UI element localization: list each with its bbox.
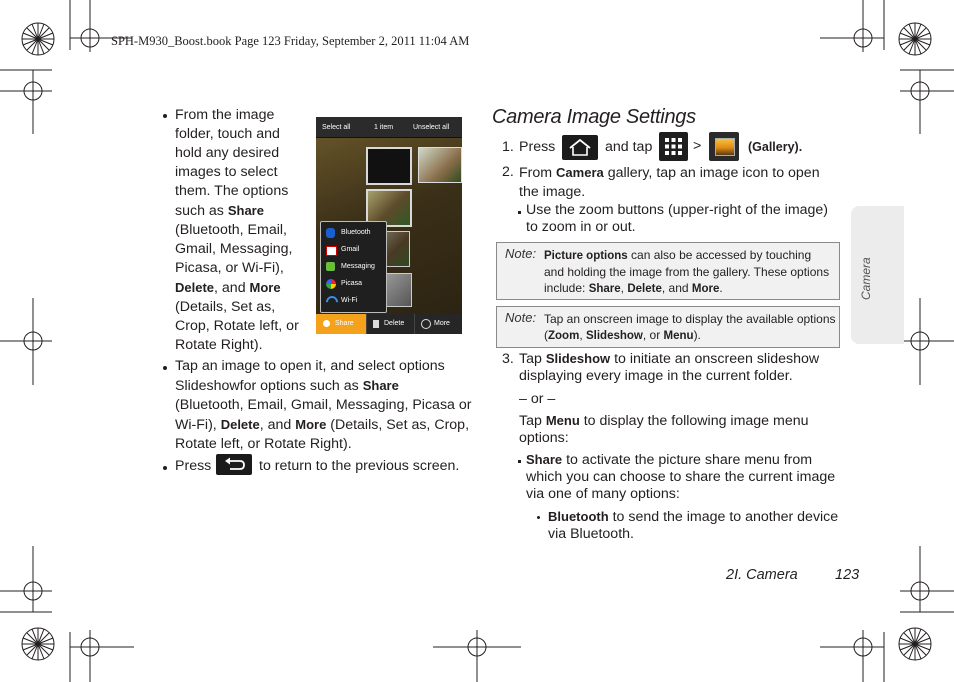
text-line <box>544 247 836 264</box>
step1-gt: > <box>693 138 702 154</box>
trash-icon <box>373 320 379 328</box>
bold-term: Slideshow <box>585 330 643 342</box>
text-line <box>526 451 846 469</box>
home-key-icon <box>562 135 598 160</box>
text-line: (Details, Set as, <box>175 299 276 315</box>
text-span: to activate the picture share menu from <box>562 452 813 468</box>
bold-term: Delete <box>627 283 662 295</box>
text-line: via one of many options: <box>526 486 680 502</box>
text-line: (Bluetooth, Email, <box>175 222 287 238</box>
text-line: From the image <box>175 107 275 123</box>
gallery-label: (Gallery). <box>748 140 803 154</box>
text-line <box>519 350 849 368</box>
thumbnail-photo[interactable] <box>384 273 412 307</box>
bullet <box>537 516 540 519</box>
bullet2-text <box>175 357 475 454</box>
text-span: Wi-Fi), <box>175 417 221 433</box>
text-span: to send the image to another device <box>608 509 839 525</box>
picasa-icon <box>326 279 336 289</box>
bullet <box>163 466 167 470</box>
step2-text <box>519 163 849 202</box>
note-text <box>544 247 836 297</box>
wifi-icon <box>324 294 341 311</box>
text-span: to display the following image menu <box>579 413 809 429</box>
note-label: Note: <box>505 246 537 261</box>
text-span: ). <box>693 328 701 342</box>
text-line: Picasa, or Wi-Fi), <box>175 260 284 276</box>
footer-section: 2I. Camera <box>726 567 798 583</box>
text-line: and holding the image from the gallery. These options <box>544 265 830 279</box>
text-line: Rotate Right). <box>175 337 263 353</box>
text-span: (Details, Set as, Crop, <box>326 417 470 433</box>
text-line: via Bluetooth. <box>548 526 634 542</box>
page-number: 123 <box>835 567 860 583</box>
text-line: (Bluetooth, Email, Gmail, Messaging, Picasa or <box>175 397 472 413</box>
apps-grid-icon <box>659 132 688 161</box>
select-all-button[interactable]: Select all <box>322 124 351 131</box>
bold-term: More <box>295 417 327 432</box>
bullet <box>163 366 167 370</box>
menu-item-label: Wi-Fi <box>341 297 358 304</box>
share-menu-item[interactable] <box>323 276 384 292</box>
bullet <box>163 114 167 118</box>
share-icon <box>323 320 330 327</box>
more-label: More <box>434 320 450 327</box>
step1-number: 1. <box>502 139 514 155</box>
bold-term: Bluetooth <box>548 509 609 524</box>
or-separator: – or – <box>519 391 556 407</box>
share-button[interactable] <box>316 314 366 334</box>
share-menu-item[interactable] <box>323 225 384 241</box>
step3-text <box>519 350 849 385</box>
bluetooth-icon <box>326 228 335 238</box>
messaging-icon <box>326 262 335 271</box>
text-line: the image. <box>519 184 586 200</box>
text-span: From <box>519 165 557 181</box>
share-option-text <box>526 451 846 503</box>
share-menu-item[interactable] <box>323 259 384 275</box>
press-text-tail: to return to the previous screen. <box>259 458 460 474</box>
text-line: displaying every image in the current folder. <box>519 368 793 384</box>
share-menu <box>320 221 387 313</box>
delete-button[interactable] <box>366 314 415 334</box>
text-span: , <box>579 328 586 342</box>
menu-item-label: Bluetooth <box>341 229 371 236</box>
gmail-icon <box>326 246 337 256</box>
note-text <box>544 311 836 344</box>
text-span: . <box>719 281 723 295</box>
phone-screenshot <box>316 117 462 334</box>
bold-term: Slideshow <box>545 351 611 366</box>
phone-top-bar <box>316 117 462 138</box>
more-button[interactable] <box>414 314 462 334</box>
menu-item-label: Gmail <box>341 246 360 253</box>
bold-term: More <box>691 283 720 295</box>
step3-number: 3. <box>502 351 514 367</box>
press-text: Press <box>175 458 212 474</box>
step2-number: 2. <box>502 164 514 180</box>
thumbnail-photo[interactable] <box>418 147 462 183</box>
text-span: Slideshowfor options such as <box>175 378 363 394</box>
text-line <box>175 201 310 221</box>
text-line: options: <box>519 430 569 446</box>
text-line: folder, touch and <box>175 126 280 142</box>
text-span: , and <box>661 281 692 295</box>
text-span: Tap <box>519 351 546 367</box>
bullet1-text <box>175 106 310 355</box>
text-line: hold any desired <box>175 145 280 161</box>
text-line: Gmail, Messaging, <box>175 241 293 257</box>
text-line <box>548 508 848 526</box>
gallery-icon <box>709 132 739 161</box>
text-line: Tap an onscreen image to display the available options <box>544 312 836 326</box>
text-line <box>175 376 475 396</box>
text-line <box>544 280 836 297</box>
square-bullet <box>518 460 521 463</box>
bold-term: Delete <box>220 417 260 432</box>
share-menu-item[interactable] <box>323 293 384 309</box>
bold-term: Menu <box>545 413 580 428</box>
note-box <box>496 242 840 300</box>
square-bullet <box>518 211 521 214</box>
text-line: to zoom in or out. <box>526 219 636 235</box>
text-line <box>519 412 849 430</box>
share-menu-item[interactable] <box>323 242 384 258</box>
note-label: Note: <box>505 310 537 325</box>
text-span: ( <box>544 328 548 342</box>
step2-sub-text <box>526 202 846 236</box>
menu-text <box>519 412 849 447</box>
text-span: gallery, tap an image icon to open <box>603 165 820 181</box>
text-span: can also be accessed by touching <box>627 248 812 262</box>
text-line: Rotate left, or Rotate Right). <box>175 436 352 452</box>
side-tab <box>851 206 904 344</box>
text-line: them. The options <box>175 183 289 199</box>
side-tab-label: Camera <box>859 257 873 300</box>
text-span: , <box>620 281 628 295</box>
step1-and-tap: and tap <box>605 139 653 155</box>
text-line: Tap an image to open it, and select options <box>175 358 445 374</box>
text-span: , and <box>214 280 250 296</box>
menu-item-label: Picasa <box>341 280 363 287</box>
bold-term: Share <box>227 203 264 218</box>
item-count: 1 item <box>374 124 394 131</box>
print-header: SPH-M930_Boost.book Page 123 Friday, September 2, 2011 11:04 AM <box>111 34 470 48</box>
bold-term: More <box>249 280 281 295</box>
menu-item-label: Messaging <box>341 263 375 270</box>
text-line <box>519 163 849 183</box>
more-icon <box>421 319 431 329</box>
bold-term: Share <box>588 283 621 295</box>
text-line <box>175 415 475 435</box>
bluetooth-option-text <box>548 508 848 543</box>
text-span: include: <box>544 281 589 295</box>
note-box <box>496 306 840 348</box>
phone-bottom-bar <box>316 314 462 334</box>
thumbnail-selected[interactable] <box>366 147 412 185</box>
text-line: images to select <box>175 164 278 180</box>
step1-press: Press <box>519 139 556 155</box>
text-span: to initiate an onscreen slideshow <box>610 351 820 367</box>
bold-term: Picture options <box>544 250 628 262</box>
bold-term: Menu <box>663 330 694 342</box>
text-span: Tap <box>519 413 546 429</box>
text-line: Crop, Rotate left, or <box>175 318 299 334</box>
text-line: which you can choose to share the current image <box>526 469 836 485</box>
delete-label: Delete <box>384 320 405 327</box>
text-line: Use the zoom buttons (upper-right of the image) <box>526 202 829 218</box>
share-label: Share <box>335 320 354 327</box>
section-title: Camera Image Settings <box>492 106 696 128</box>
bold-term: Camera <box>556 165 604 180</box>
text-span: , or <box>642 328 664 342</box>
bold-term: Share <box>526 452 563 467</box>
bold-term: Delete <box>175 280 215 295</box>
text-line <box>544 327 836 344</box>
text-line <box>175 278 310 298</box>
bold-term: Zoom <box>548 330 580 342</box>
text-span: such as <box>175 203 228 219</box>
text-span: , and <box>259 417 296 433</box>
bold-term: Share <box>362 378 399 393</box>
unselect-all-button[interactable]: Unselect all <box>413 124 450 131</box>
back-key-icon <box>216 454 252 475</box>
